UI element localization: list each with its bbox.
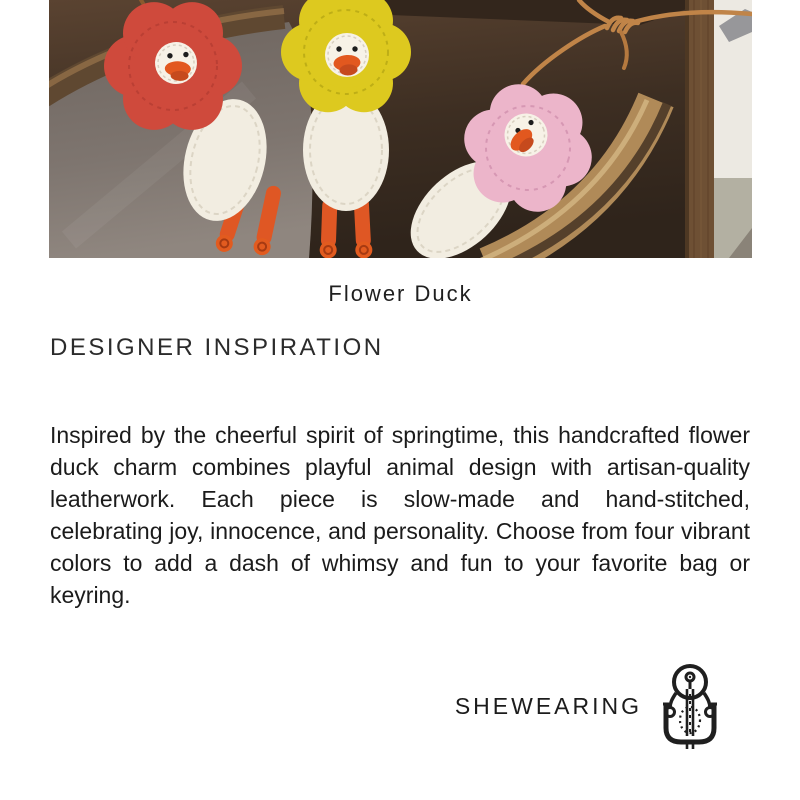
frame-post <box>685 0 714 258</box>
description-paragraph: Inspired by the cheerful spirit of springtime, this handcrafted flower duck charm combines playful animal design with artisan-quality leatherwork. Each piece is slow-made and hand-stitched, celebrating joy, innocence, and personality. Choose from four vibrant colors to add a dash of whimsy and fun to your favorite bag or keyring. <box>50 422 750 608</box>
flower-duck-photo-illustration <box>49 0 752 258</box>
brand-name: SHEWEARING <box>454 692 642 719</box>
photo-caption: Flower Duck <box>328 281 473 306</box>
shewearing-emblem-icon <box>662 662 718 750</box>
section-heading: DESIGNER INSPIRATION <box>50 334 384 361</box>
white-wall <box>714 0 752 258</box>
brand-footer <box>50 660 718 752</box>
product-photo <box>49 0 752 258</box>
yellow-duck-face <box>325 33 369 77</box>
